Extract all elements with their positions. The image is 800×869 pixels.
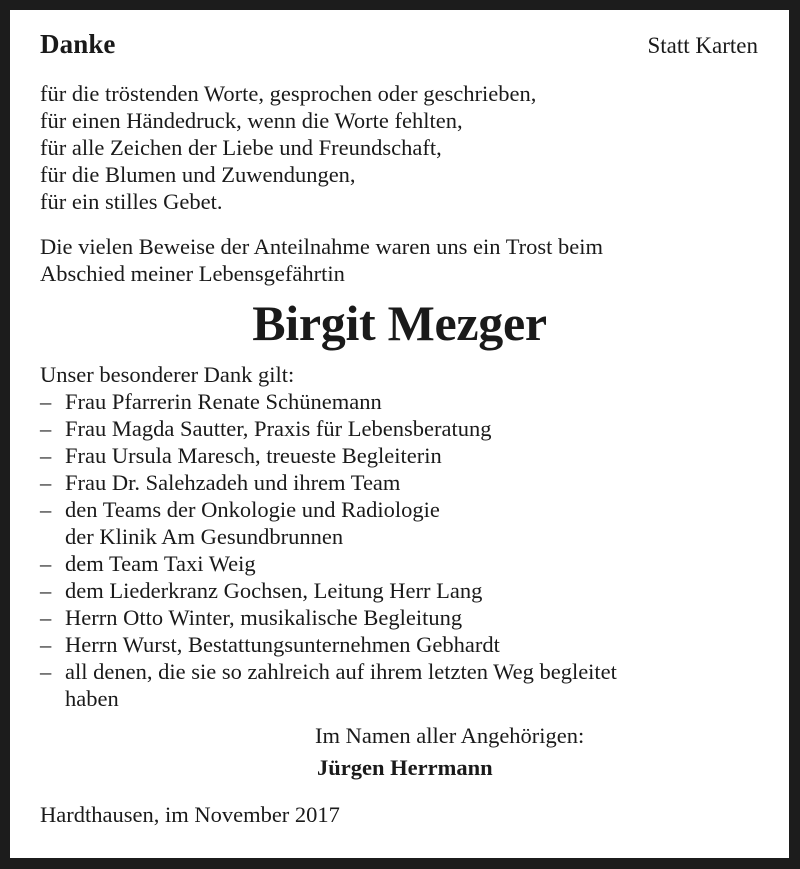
- page-title: Danke: [40, 29, 116, 59]
- list-item-line: den Teams der Onkologie und Radiologie: [65, 497, 440, 522]
- bullet-dash-icon: –: [40, 632, 52, 657]
- list-item-text: Herrn Wurst, Bestattungsunternehmen Gebhardt: [65, 632, 500, 657]
- list-item: [40, 415, 759, 442]
- verse-line: für die Blumen und Zuwendungen,: [40, 162, 356, 187]
- notice-header: [40, 10, 759, 71]
- intro-line: Die vielen Beweise der Anteilnahme waren uns ein Trost beim: [40, 234, 604, 259]
- bullet-dash-icon: –: [40, 416, 52, 441]
- header-note: Statt Karten: [647, 33, 758, 58]
- signature-name: Jürgen Herrmann: [317, 755, 493, 780]
- list-item-continuation: der Klinik Am Gesundbrunnen: [65, 524, 344, 549]
- bullet-dash-icon: –: [40, 497, 52, 522]
- bullet-dash-icon: –: [40, 605, 52, 630]
- place-and-date: Hardthausen, im November 2017: [40, 802, 340, 827]
- list-item-text: Frau Magda Sautter, Praxis für Lebensberatung: [65, 416, 492, 441]
- verse-line: für die tröstenden Worte, gesprochen oder geschrieben,: [40, 81, 537, 106]
- list-item: [40, 658, 759, 712]
- bullet-dash-icon: –: [40, 389, 52, 414]
- intro-paragraph: [40, 233, 759, 287]
- bullet-dash-icon: –: [40, 578, 52, 603]
- list-item-text: Herrn Otto Winter, musikalische Begleitung: [65, 605, 463, 630]
- notice-content: [10, 10, 789, 858]
- bullet-dash-icon: –: [40, 551, 52, 576]
- list-item-text: dem Team Taxi Weig: [65, 551, 256, 576]
- deceased-name-wrapper: [40, 293, 759, 353]
- list-item-text: Frau Ursula Maresch, treueste Begleiterin: [65, 443, 442, 468]
- deceased-name: Birgit Mezger: [252, 295, 547, 351]
- thanks-intro-text: Unser besonderer Dank gilt:: [40, 362, 295, 387]
- verse-line: für einen Händedruck, wenn die Worte fehlten,: [40, 108, 463, 133]
- list-item: [40, 550, 759, 577]
- list-item: [40, 604, 759, 631]
- thanks-list: [40, 388, 759, 712]
- list-item: [40, 577, 759, 604]
- list-item: [40, 496, 759, 550]
- list-item-text: Frau Dr. Salehzadeh und ihrem Team: [65, 470, 401, 495]
- signature-block: [40, 722, 759, 781]
- bullet-dash-icon: –: [40, 659, 52, 684]
- list-item-text: Frau Pfarrerin Renate Schünemann: [65, 389, 382, 414]
- list-item-text: [65, 658, 759, 712]
- list-item: [40, 388, 759, 415]
- verse-line: für alle Zeichen der Liebe und Freundschaft,: [40, 135, 442, 160]
- bullet-dash-icon: –: [40, 470, 52, 495]
- bullet-dash-icon: –: [40, 443, 52, 468]
- list-item-text: dem Liederkranz Gochsen, Leitung Herr Lang: [65, 578, 483, 603]
- list-item: [40, 442, 759, 469]
- list-item-text: [65, 496, 759, 550]
- intro-line: Abschied meiner Lebensgefährtin: [40, 261, 345, 286]
- list-item-continuation: haben: [65, 686, 119, 711]
- verse-line: für ein stilles Gebet.: [40, 189, 223, 214]
- verse-block: [40, 80, 759, 215]
- list-item: [40, 469, 759, 496]
- list-item-line: all denen, die sie so zahlreich auf ihrem letzten Weg begleitet: [65, 659, 617, 684]
- list-item: [40, 631, 759, 658]
- signature-intro: Im Namen aller Angehörigen:: [315, 723, 585, 748]
